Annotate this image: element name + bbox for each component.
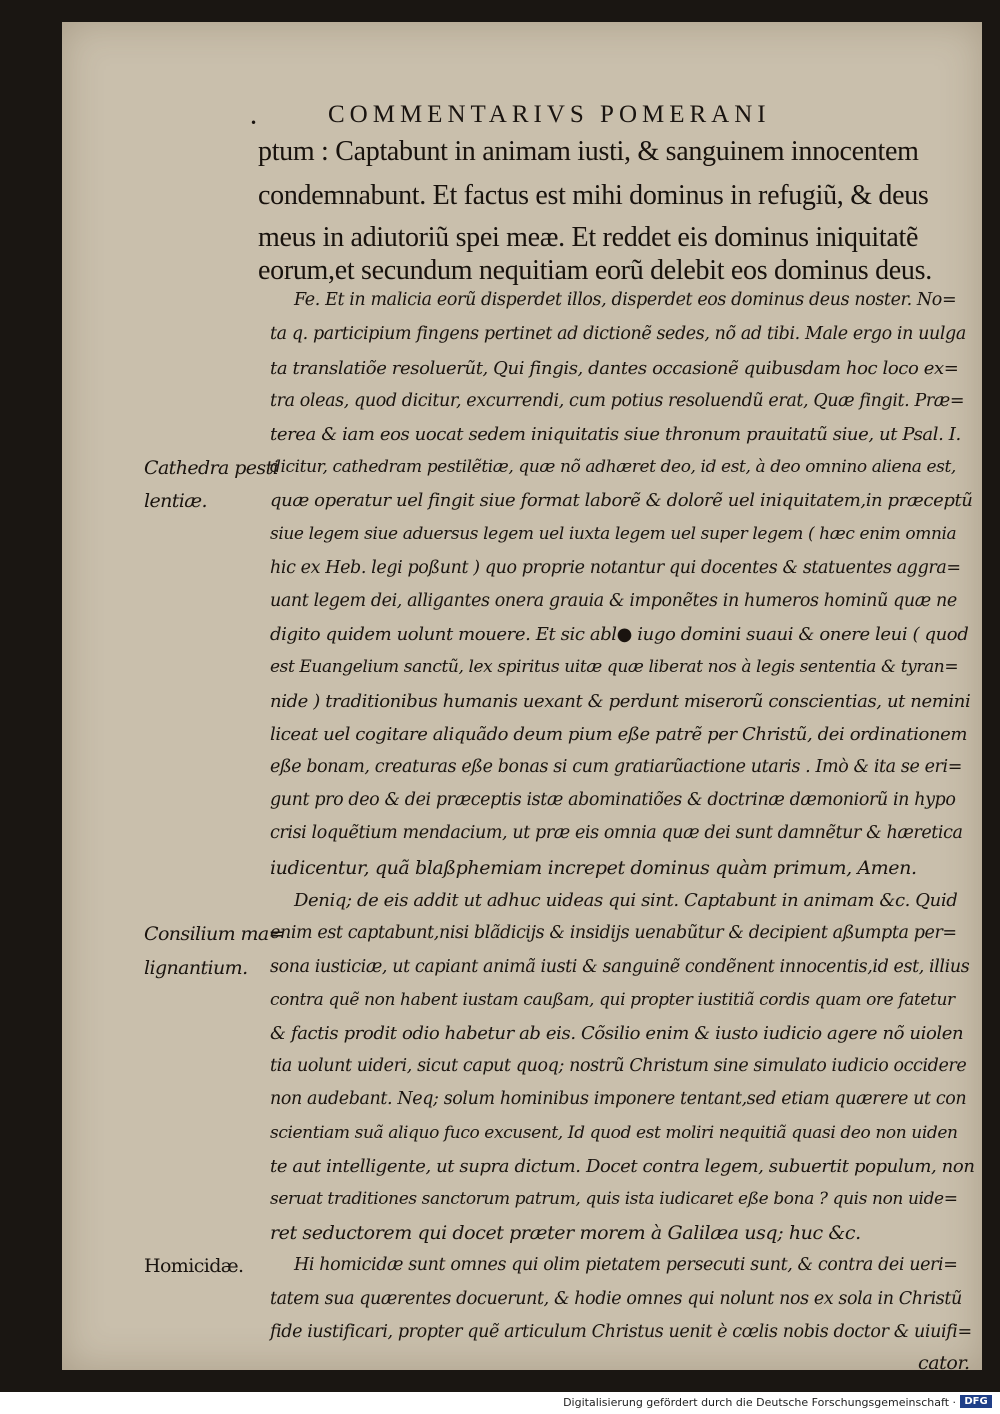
commentary-line: crisi loquẽtium mendacium, ut præ eis omnia quæ dei sunt damnẽtur & hæretica	[270, 823, 963, 843]
commentary-line: gunt pro deo & dei præceptis istæ abominatiões & doctrinæ dæmoniorũ in hypo	[270, 790, 956, 810]
commentary-line: nide ) traditionibus humanis uexant & perdunt miserorũ conscientias, ut nemini	[270, 691, 971, 712]
commentary-line: eße bonam, creaturas eße bonas si cum gratiarũactione utaris . Imò & ita se eri=	[270, 757, 962, 777]
margin-note-consilium: lignantium.	[144, 957, 248, 979]
commentary-line: digito quidem uolunt mouere. Et sic abl● iugo domini suaui & onere leui ( quod	[270, 624, 969, 645]
commentary-line: hic ex Heb. legi poßunt ) quo proprie notantur qui docentes & statuentes aggra=	[270, 558, 961, 578]
commentary-line: siue legem siue aduersus legem uel iuxta legem uel super legem ( hæc enim omnia	[270, 524, 957, 544]
commentary-line: non audebant. Neq; solum hominibus imponere tentant,sed etiam quærere ut con	[270, 1089, 967, 1109]
commentary-line: Deniq; de eis addit ut adhuc uideas qui sint. Captabunt in animam &c. Quid	[294, 890, 958, 911]
commentary-line: iudicentur, quã blaßphemiam increpet dominus quàm primum, Amen.	[270, 857, 917, 879]
commentary-line: ta q. participium fingens pertinet ad dictionẽ sedes, nõ ad tibi. Male ergo in uulga	[270, 324, 966, 344]
psalm-line: eorum,et secundum nequitiam eorũ delebit eos dominus deus.	[258, 255, 932, 286]
commentary-line: seruat traditiones sanctorum patrum, quis ista iudicaret eße bona ? quis non uide=	[270, 1189, 958, 1209]
commentary-line: Fe. Et in malicia eorũ disperdet illos, disperdet eos dominus deus noster. No=	[294, 290, 957, 310]
psalm-line: ptum : Captabunt in animam iusti, & sanguinem innocentem	[258, 136, 919, 167]
commentary-line: sona iusticiæ, ut capiant animã iusti & sanguinẽ condẽnent innocentis,id est, illius	[270, 957, 970, 977]
commentary-line: quæ operatur uel fingit siue format laborẽ & dolorẽ uel iniquitatem,in præceptũ	[270, 490, 973, 511]
margin-note-homicidae: Homicidæ.	[144, 1255, 244, 1277]
commentary-line: te aut intelligente, ut supra dictum. Docet contra legem, subuertit populum, non	[270, 1156, 975, 1177]
commentary-line: liceat uel cogitare aliquãdo deum pium eße patrẽ per Christũ, dei ordinationem	[270, 724, 968, 745]
commentary-line: terea & iam eos uocat sedem iniquitatis siue thronum prauitatũ siue, ut Psal. I.	[270, 424, 961, 445]
running-head: COMMENTARIVS POMERANI	[328, 101, 771, 128]
psalm-line: meus in adiutoriũ spei meæ. Et reddet eis dominus iniquitatẽ	[258, 222, 919, 253]
commentary-line: ta translatiõe resoluerũt, Qui fingis, dantes occasionẽ quibusdam hoc loco ex=	[270, 358, 959, 379]
commentary-line: scientiam suã aliquo fuco excusent, Id quod est moliri nequitiã quasi deo non uiden	[270, 1123, 958, 1143]
running-head-ornament: •	[250, 116, 258, 130]
commentary-line: & factis prodit odio habetur ab eis. Cõsilio enim & iusto iudicio agere nõ uiolen	[270, 1023, 964, 1044]
commentary-line: tra oleas, quod dicitur, excurrendi, cum potius resoluendũ erat, Quæ fingit. Præ=	[270, 391, 965, 411]
commentary-line: fide iustificari, propter quẽ articulum Christus uenit è cœlis nobis doctor & uiuifi=	[270, 1322, 972, 1342]
psalm-line: condemnabunt. Et factus est mihi dominus in refugiũ, & deus	[258, 180, 929, 211]
commentary-line: contra quẽ non habent iustam caußam, qui propter iustitiã cordis quam ore fatetur	[270, 990, 955, 1010]
dfg-logo: DFG	[960, 1395, 992, 1408]
commentary-line: est Euangelium sanctũ, lex spiritus uitæ quæ liberat nos à legis sententia & tyran=	[270, 657, 959, 677]
commentary-line: cator.	[918, 1352, 970, 1374]
commentary-line: ret seductorem qui docet præter morem à Galilæa usq; huc &c.	[270, 1222, 861, 1244]
commentary-line: tia uolunt uideri, sicut caput quoq; nostrũ Christum sine simulato iudicio occidere	[270, 1056, 967, 1076]
commentary-line: tatem sua quærentes docuerunt, & hodie omnes qui nolunt nos ex sola in Christũ	[270, 1289, 962, 1309]
commentary-line: Hi homicidæ sunt omnes qui olim pietatem persecuti sunt, & contra dei ueri=	[294, 1255, 958, 1275]
margin-note-consilium: Consilium ma=	[144, 923, 284, 945]
commentary-line: enim est captabunt,nisi blãdicijs & insidijs uenabũtur & decipient aßumpta per=	[270, 923, 957, 943]
margin-note-cathedra: lentiæ.	[144, 490, 207, 512]
digitization-credit: Digitalisierung gefördert durch die Deutsche Forschungsgemeinschaft ·	[563, 1396, 956, 1409]
commentary-line: uant legem dei, alligantes onera grauia & imponẽtes in humeros hominũ quæ ne	[270, 591, 957, 611]
margin-note-cathedra: Cathedra pesti	[144, 457, 279, 479]
commentary-line: dicitur, cathedram pestilẽtiæ, quæ nõ adhæret deo, id est, à deo omnino aliena est,	[270, 457, 956, 477]
